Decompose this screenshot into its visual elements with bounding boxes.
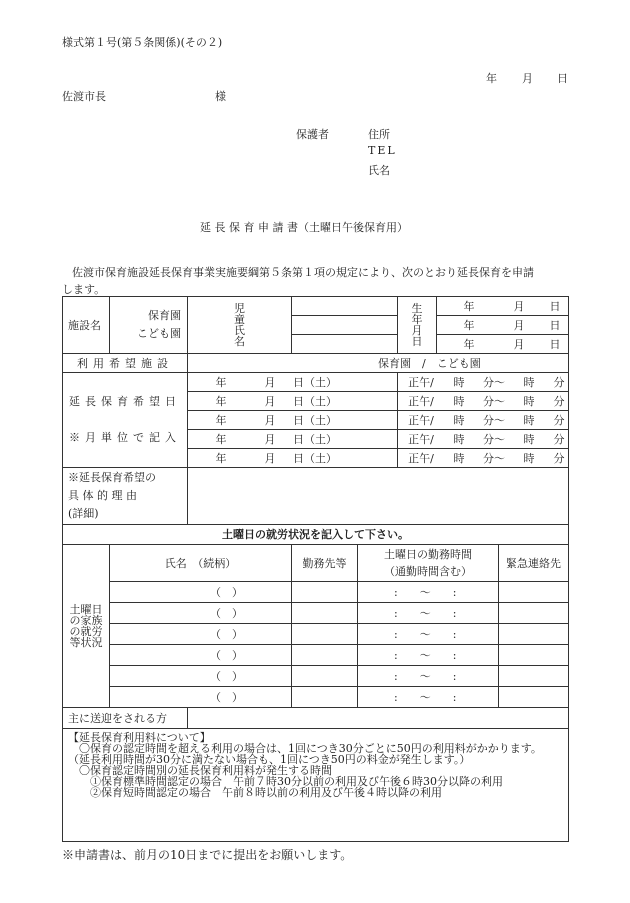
family-workplace-4[interactable] [292,645,358,666]
family-hours-3[interactable]: : 〜 : [358,624,499,645]
extension-monthly-note: ※月単位で記入 [69,431,181,444]
family-workplace-2[interactable] [292,603,358,624]
extension-time-1[interactable]: 正午/ 時 分〜 時 分 [398,373,569,392]
reason-field[interactable] [188,468,569,525]
fee-heading: 【延長保育利用料について】 [68,731,211,744]
fee-line-4: ①保育標準時間認定の場合 午前７時30分以前の利用及び午後６時30分以降の利用 [68,775,503,788]
extension-date-label: 延長保育希望日 [69,395,181,408]
family-name-5[interactable]: （ ） [110,666,292,687]
family-contact-1[interactable] [499,582,569,603]
child-name-field-1[interactable] [292,297,398,316]
extension-time-5[interactable]: 正午/ 時 分〜 時 分 [398,449,569,468]
family-contact-3[interactable] [499,624,569,645]
extension-time-2[interactable]: 正午/ 時 分〜 時 分 [398,392,569,411]
family-contact-6[interactable] [499,687,569,708]
family-contact-4[interactable] [499,645,569,666]
family-label-2: の家族 [69,614,103,627]
family-hours-4[interactable]: : 〜 : [358,645,499,666]
birthdate-field-3[interactable]: 年 月 日 [437,335,569,354]
family-hours-1[interactable]: : 〜 : [358,582,499,603]
date-year: 年 [486,72,497,85]
family-name-2[interactable]: （ ） [110,603,292,624]
family-contact-2[interactable] [499,603,569,624]
use-facility-label: 利用希望施設 [63,354,188,373]
family-workplace-1[interactable] [292,582,358,603]
reason-label-1: ※延長保育希望の [68,471,156,484]
birthdate-label: 生 年 月 日 [398,297,437,354]
family-workplace-3[interactable] [292,624,358,645]
child-name-field-2[interactable] [292,316,398,335]
extension-date-3[interactable]: 年 月 日（土） [188,411,398,430]
child-name-label: 児 童 氏 名 [188,297,292,354]
family-name-4[interactable]: （ ） [110,645,292,666]
reason-label-3: (詳細) [68,507,99,520]
family-label-3: の就労 [69,625,103,638]
fee-notes [63,729,569,842]
addressee-honorific: 様 [215,90,226,103]
header-hours-cell [358,545,499,582]
family-hours-2[interactable]: : 〜 : [358,603,499,624]
family-label-1: 土曜日 [69,603,103,616]
date-month: 月 [522,72,533,85]
facility-name-label: 施設名 [63,297,110,354]
family-hours-6[interactable]: : 〜 : [358,687,499,708]
facility-type-nursery: 保育園 [148,309,181,322]
header-name: 氏名 （続柄） [110,545,292,582]
family-label-cell [63,545,110,708]
reason-label-cell [63,468,188,525]
family-name-1[interactable]: （ ） [110,582,292,603]
family-contact-5[interactable] [499,666,569,687]
extension-date-4[interactable]: 年 月 日（土） [188,430,398,449]
extension-date-5[interactable]: 年 月 日（土） [188,449,398,468]
family-name-6[interactable]: （ ） [110,687,292,708]
fee-line-1: 〇保育の認定時間を超える利用の場合は、1回につき30分ごとに50円の利用料がかかります。 [68,742,542,755]
family-label-4: 等状況 [69,636,103,649]
header-contact: 緊急連絡先 [499,545,569,582]
guardian-tel-label: TEL [368,144,397,157]
family-workplace-5[interactable] [292,666,358,687]
application-table [62,296,569,842]
guardian-label: 保護者 [296,128,329,141]
birthdate-field-2[interactable]: 年 月 日 [437,316,569,335]
intro-line-1: 佐渡市保育施設延長保育事業実施要綱第５条第１項の規定により、次のとおり延長保育を申請 [72,266,534,279]
escort-label: 主に送迎をされる方 [63,708,188,729]
guardian-address-label: 住所 [368,128,390,141]
family-name-3[interactable]: （ ） [110,624,292,645]
extension-date-2[interactable]: 年 月 日（土） [188,392,398,411]
reason-label-2: 具 体 的 理 由 [68,489,137,502]
footer-note: ※申請書は、前月の10日までに提出をお願いします。 [62,848,353,862]
extension-time-4[interactable]: 正午/ 時 分〜 時 分 [398,430,569,449]
family-workplace-6[interactable] [292,687,358,708]
facility-name-cell[interactable] [110,297,188,354]
header-workplace: 勤務先等 [292,545,358,582]
use-facility-options[interactable]: 保育園 / こども園 [188,354,569,373]
fee-line-5: ②保育短時間認定の場合 午前８時以前の利用及び午後４時以降の利用 [68,786,442,799]
form-number: 様式第１号(第５条関係)(その２) [62,36,223,49]
fee-line-3: 〇保育認定時間別の延長保育利用料が発生する時間 [68,764,332,777]
family-hours-5[interactable]: : 〜 : [358,666,499,687]
extension-date-1[interactable]: 年 月 日（土） [188,373,398,392]
facility-type-kodomo: こども園 [137,327,181,340]
header-hours-1: 土曜日の勤務時間 [384,548,472,561]
saturday-banner: 土曜日の就労状況を記入して下さい。 [63,525,569,545]
child-name-field-3[interactable] [292,335,398,354]
header-hours-2: （通勤時間含む） [384,565,472,578]
document-title: 延 長 保 育 申 請 書（土曜日午後保育用） [200,221,408,234]
fee-line-2: （延長利用時間が30分に満たない場合も、1回につき50円の料金が発生します。） [68,753,471,766]
extension-label-cell [63,373,188,468]
addressee-name: 佐渡市長 [62,90,106,103]
birthdate-field-1[interactable]: 年 月 日 [437,297,569,316]
date-day: 日 [557,72,568,85]
guardian-name-label: 氏名 [368,164,390,177]
intro-line-2: します。 [62,283,106,296]
escort-field[interactable] [188,708,569,729]
extension-time-3[interactable]: 正午/ 時 分〜 時 分 [398,411,569,430]
